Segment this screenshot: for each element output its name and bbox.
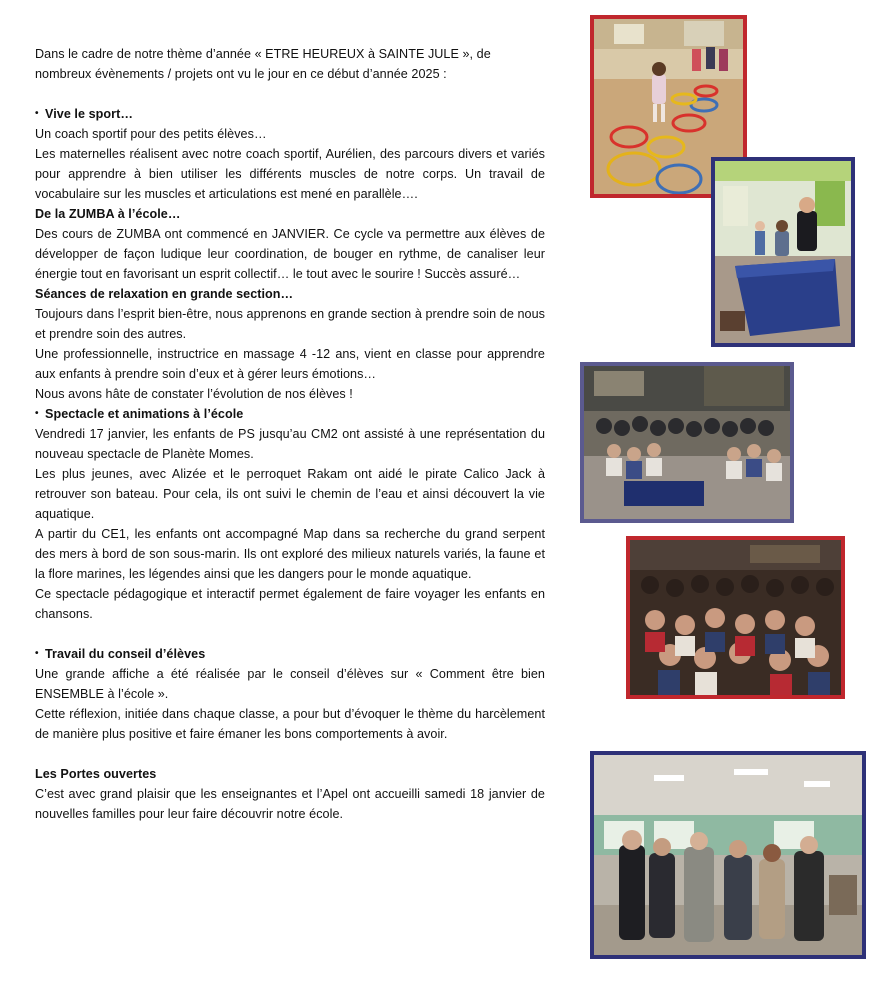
conseil-paragraph-1: Une grande affiche a été réalisée par le conseil d’élèves sur « Comment être bien ENSEMBLE à l’école ». [35, 667, 545, 701]
photo-relaxation-class [580, 362, 794, 523]
relaxation-paragraph-1: Toujours dans l’esprit bien-être, nous apprenons en grande section à prendre soin de nous et prendre soin des autres. [35, 307, 545, 341]
conseil-paragraph-2: Cette réflexion, initiée dans chaque classe, a pour but d’évoquer le thème du harcèlement de manière plus positive et faire émaner les bons comportements à avoir. [35, 707, 545, 741]
intro-line-1: Dans le cadre de notre thème d’année « ETRE HEUREUX à SAINTE JULE », de [35, 47, 491, 61]
section-heading-zumba: De la ZUMBA à l’école… [35, 207, 181, 221]
section-heading-portes-ouvertes: Les Portes ouvertes [35, 767, 157, 781]
section-heading-relaxation: Séances de relaxation en grande section… [35, 287, 294, 301]
article-text [35, 44, 545, 824]
photo-open-house [590, 751, 866, 959]
portes-paragraph: C’est avec grand plaisir que les enseignantes et l’Apel ont accueilli samedi 18 janvier de nouvelles familles pour leur faire découvrir notre école. [35, 787, 545, 821]
photo-spectacle-audience [626, 536, 845, 699]
spectacle-paragraph-1: Vendredi 17 janvier, les enfants de PS jusqu’au CM2 ont assisté à une représentation du nouveau spectacle de Planète Momes. [35, 427, 545, 461]
zumba-paragraph: Des cours de ZUMBA ont commencé en JANVIER. Ce cycle va permettre aux élèves de développer de façon ludique leur coordination, de bouger en rythme, de canaliser leur énergie tout en favorisant un esprit collectif… le tout avec le sourire ! Succès assuré… [35, 227, 545, 281]
photo-coach-mat [711, 157, 855, 347]
section-heading-conseil: • Travail du conseil d’élèves [35, 644, 545, 664]
bullet-icon: • [35, 648, 39, 659]
spectacle-paragraph-2: Les plus jeunes, avec Alizée et le perroquet Rakam ont aidé le pirate Calico Jack à retrouver son bateau. Pour cela, ils ont suivi le chemin de l’eau et ainsi découvert la vie aquatique. [35, 467, 545, 521]
intro-line-2: nombreux évènements / projets ont vu le jour en ce début d’année 2025 : [35, 67, 447, 81]
relaxation-paragraph-3: Nous avons hâte de constater l’évolution de nos élèves ! [35, 387, 353, 401]
sport-paragraph: Les maternelles réalisent avec notre coach sportif, Aurélien, des parcours divers et variés pour apprendre à bien utiliser les différents muscles de notre corps. Un travail de vocabulaire sur les muscles et articulations est mené en parallèle…. [35, 147, 545, 201]
spectacle-paragraph-3: A partir du CE1, les enfants ont accompagné Map dans sa recherche du grand serpent des mers à bord de son sous-marin. Ils ont exploré des milieux naturels variés, la faune et la flore marines, les légendes ainsi que les dangers pour le monde aquatique. [35, 527, 545, 581]
spectacle-paragraph-4: Ce spectacle pédagogique et interactif permet également de faire voyager les enfants en chansons. [35, 587, 545, 621]
section-heading-sport: • Vive le sport… [35, 104, 545, 124]
sport-subheading: Un coach sportif pour des petits élèves… [35, 127, 267, 141]
section-heading-spectacle: • Spectacle et animations à l’école [35, 404, 545, 424]
relaxation-paragraph-2: Une professionnelle, instructrice en massage 4 -12 ans, vient en classe pour apprendre aux enfants à prendre soin d’eux et à gérer leurs émotions… [35, 347, 545, 381]
bullet-icon: • [35, 108, 39, 119]
bullet-icon: • [35, 408, 39, 419]
